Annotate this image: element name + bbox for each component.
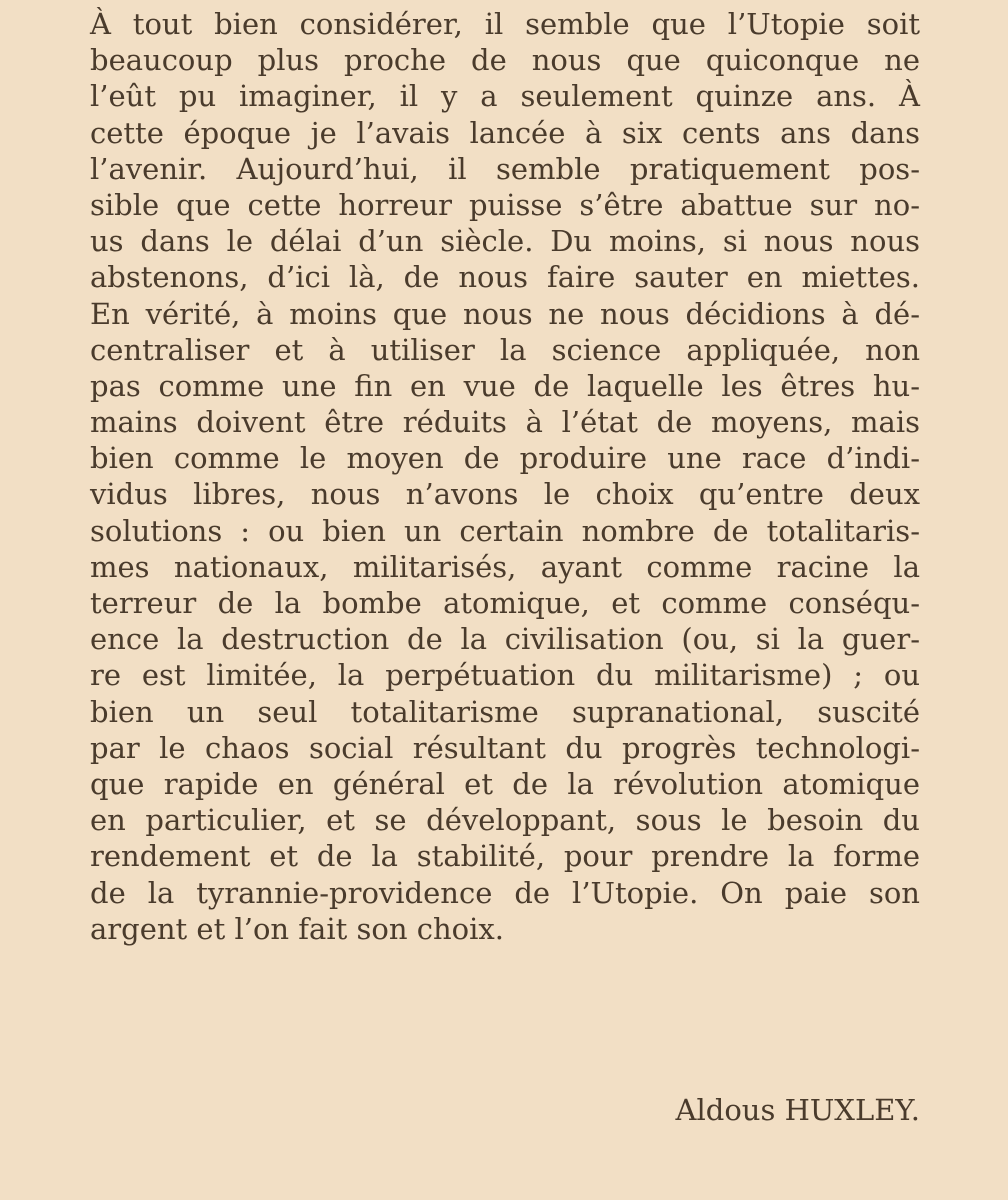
text-line: cette époque je l’avais lancée à six cents ans dans [90, 115, 920, 150]
text-line: que rapide en général et de la révolution atomique [90, 766, 920, 801]
text-line: mains doivent être réduits à l’état de moyens, mais [90, 405, 920, 440]
text-line: En vérité, à moins que nous ne nous décidions à dé- [90, 296, 920, 331]
text-line: l’avenir. Aujourd’hui, il semble pratiquement pos- [90, 151, 920, 186]
text-line: pas comme une fin en vue de laquelle les êtres hu- [90, 368, 920, 403]
document-page [90, 0, 920, 1200]
author-signature: Aldous HUXLEY. [675, 1093, 920, 1127]
text-line: de la tyrannie-providence de l’Utopie. On paie son [90, 875, 920, 910]
text-line: centraliser et à utiliser la science appliquée, non [90, 332, 920, 367]
text-line: rendement et de la stabilité, pour prendre la forme [90, 839, 920, 874]
text-line: solutions : ou bien un certain nombre de totalitaris- [90, 513, 920, 548]
text-line: re est limitée, la perpétuation du militarisme) ; ou [90, 658, 920, 693]
text-line: par le chaos social résultant du progrès technologi- [90, 730, 920, 765]
text-line: l’eût pu imaginer, il y a seulement quinze ans. À [90, 79, 920, 114]
text-line: us dans le délai d’un siècle. Du moins, si nous nous [90, 224, 920, 259]
text-line: bien comme le moyen de produire une race d’indi- [90, 441, 920, 476]
text-line: argent et l’on fait son choix. [90, 911, 504, 946]
text-line: À tout bien considérer, il semble que l’Utopie soit [90, 7, 920, 41]
quotation-paragraph [90, 6, 920, 947]
text-line: vidus libres, nous n’avons le choix qu’entre deux [90, 477, 920, 512]
text-line: terreur de la bombe atomique, et comme conséqu- [90, 586, 920, 620]
text-line: sible que cette horreur puisse s’être abattue sur no- [90, 187, 920, 222]
text-line: ence la destruction de la civilisation (ou, si la guer- [90, 622, 920, 657]
text-line: beaucoup plus proche de nous que quiconque ne [90, 43, 920, 78]
text-line: mes nationaux, militarisés, ayant comme racine la [90, 549, 920, 584]
text-line: abstenons, d’ici là, de nous faire sauter en miettes. [90, 260, 920, 295]
text-line: bien un seul totalitarisme supranational, suscité [90, 694, 920, 729]
text-line: en particulier, et se développant, sous le besoin du [90, 803, 920, 838]
